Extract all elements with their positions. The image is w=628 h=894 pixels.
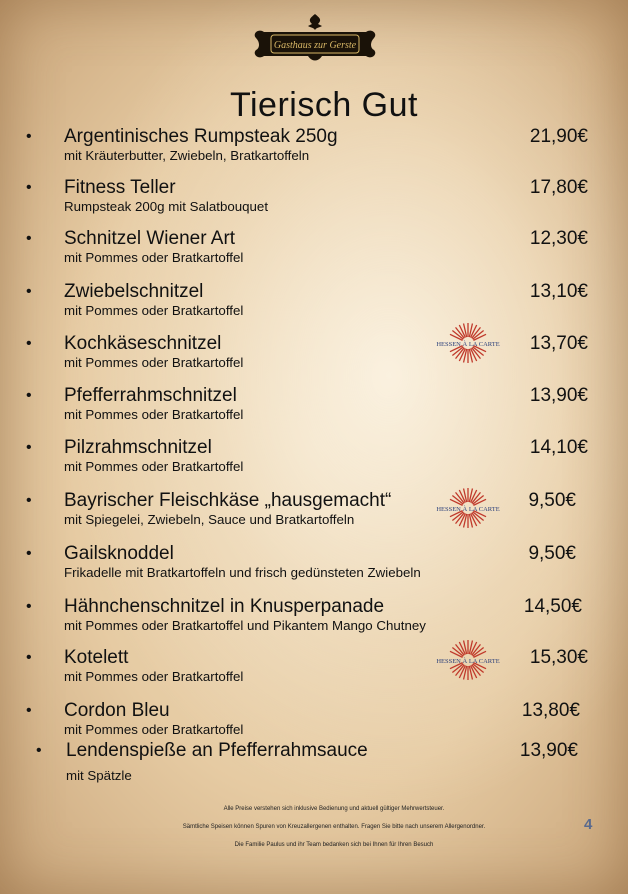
bullet: • [26, 179, 32, 196]
bullet: • [26, 230, 32, 247]
bullet: • [26, 545, 32, 562]
restaurant-logo [250, 12, 380, 64]
bullet: • [26, 649, 32, 666]
page-number: 4 [584, 816, 593, 833]
menu-item-name: Schnitzel Wiener Art [64, 228, 236, 249]
menu-item-price: 13,10€ [529, 281, 588, 302]
bullet: • [26, 387, 32, 404]
menu-item-name: Lendenspieße an Pfefferrahmsauce [66, 740, 368, 761]
menu-item-description: mit Spätzle [66, 768, 132, 783]
menu-item-name: Kochkäseschnitzel [64, 333, 222, 354]
menu-item-price: 13,80€ [521, 700, 580, 721]
menu-item-description: mit Pommes oder Bratkartoffel [64, 459, 244, 474]
footer-allergen-note: Sämtliche Speisen können Spuren von Kreuzallergenen enthalten. Fragen Sie bitte nach unserem Allergenordner. [182, 824, 486, 830]
bullet: • [26, 598, 32, 615]
menu-item-name: Fitness Teller [64, 177, 176, 198]
bullet: • [26, 128, 32, 145]
menu-item-description: mit Pommes oder Bratkartoffel [64, 303, 244, 318]
footer-prices-note: Alle Preise verstehen sich inklusive Bedienung und aktuell gültiger Mehrwertsteuer. [223, 806, 445, 812]
menu-item-name: Argentinisches Rumpsteak 250g [64, 126, 338, 147]
menu-item-description: mit Pommes oder Bratkartoffel [64, 669, 244, 684]
menu-item-price: 9,50€ [528, 543, 576, 564]
menu-item-description: mit Pommes oder Bratkartoffel [64, 250, 244, 265]
badge-label: HESSEN À LA CARTE [436, 506, 500, 513]
menu-item-description: mit Pommes oder Bratkartoffel und Pikantem Mango Chutney [64, 618, 426, 633]
menu-item-name: Gailsknoddel [64, 543, 174, 564]
menu-item-price: 13,70€ [529, 333, 588, 354]
menu-item-description: mit Pommes oder Bratkartoffel [64, 355, 244, 370]
menu-item-price: 12,30€ [529, 228, 588, 249]
menu-item-price: 13,90€ [529, 385, 588, 406]
page-title: Tierisch Gut [229, 86, 418, 124]
menu-item-price: 13,90€ [519, 740, 578, 761]
menu-item-name: Hähnchenschnitzel in Knusperpanade [64, 596, 385, 617]
menu-item-description: Rumpsteak 200g mit Salatbouquet [64, 199, 269, 214]
svg-text:Gasthaus zur Gerste: Gasthaus zur Gerste [273, 40, 357, 51]
menu-item-name: Cordon Bleu [64, 700, 170, 721]
menu-item-price: 9,50€ [528, 490, 576, 511]
menu-item-name: Bayrischer Fleischkäse „hausgemacht“ [64, 490, 392, 511]
bullet: • [26, 702, 32, 719]
menu-item-price: 14,50€ [523, 596, 582, 617]
menu-item-price: 14,10€ [529, 437, 588, 458]
menu-item-price: 15,30€ [529, 647, 588, 668]
hessen-a-la-carte-badge [432, 320, 504, 366]
badge-label: HESSEN À LA CARTE [436, 341, 500, 348]
bullet: • [26, 283, 32, 300]
menu-item-name: Zwiebelschnitzel [64, 281, 204, 302]
menu-item-description: mit Pommes oder Bratkartoffel [64, 722, 244, 737]
menu-item-price: 21,90€ [529, 126, 588, 147]
bullet: • [26, 492, 32, 509]
footer-thanks-note: Die Familie Paulus und ihr Team bedanken sich bei Ihnen für Ihren Besuch [234, 842, 434, 848]
bullet: • [36, 742, 42, 759]
menu-item-name: Pfefferrahmschnitzel [64, 385, 237, 406]
menu-item-name: Kotelett [64, 647, 129, 668]
menu-item-description: Frikadelle mit Bratkartoffeln und frisch gedünsteten Zwiebeln [64, 565, 421, 580]
menu-item-name: Pilzrahmschnitzel [64, 437, 212, 458]
bullet: • [26, 335, 32, 352]
hessen-a-la-carte-badge [432, 485, 504, 531]
menu-item-price: 17,80€ [529, 177, 588, 198]
hessen-a-la-carte-badge [432, 637, 504, 683]
menu-item-description: mit Spiegelei, Zwiebeln, Sauce und Bratkartoffeln [64, 512, 355, 527]
bullet: • [26, 439, 32, 456]
menu-item-description: mit Kräuterbutter, Zwiebeln, Bratkartoffeln [64, 148, 310, 163]
menu-item-description: mit Pommes oder Bratkartoffel [64, 407, 244, 422]
badge-label: HESSEN À LA CARTE [436, 658, 500, 665]
